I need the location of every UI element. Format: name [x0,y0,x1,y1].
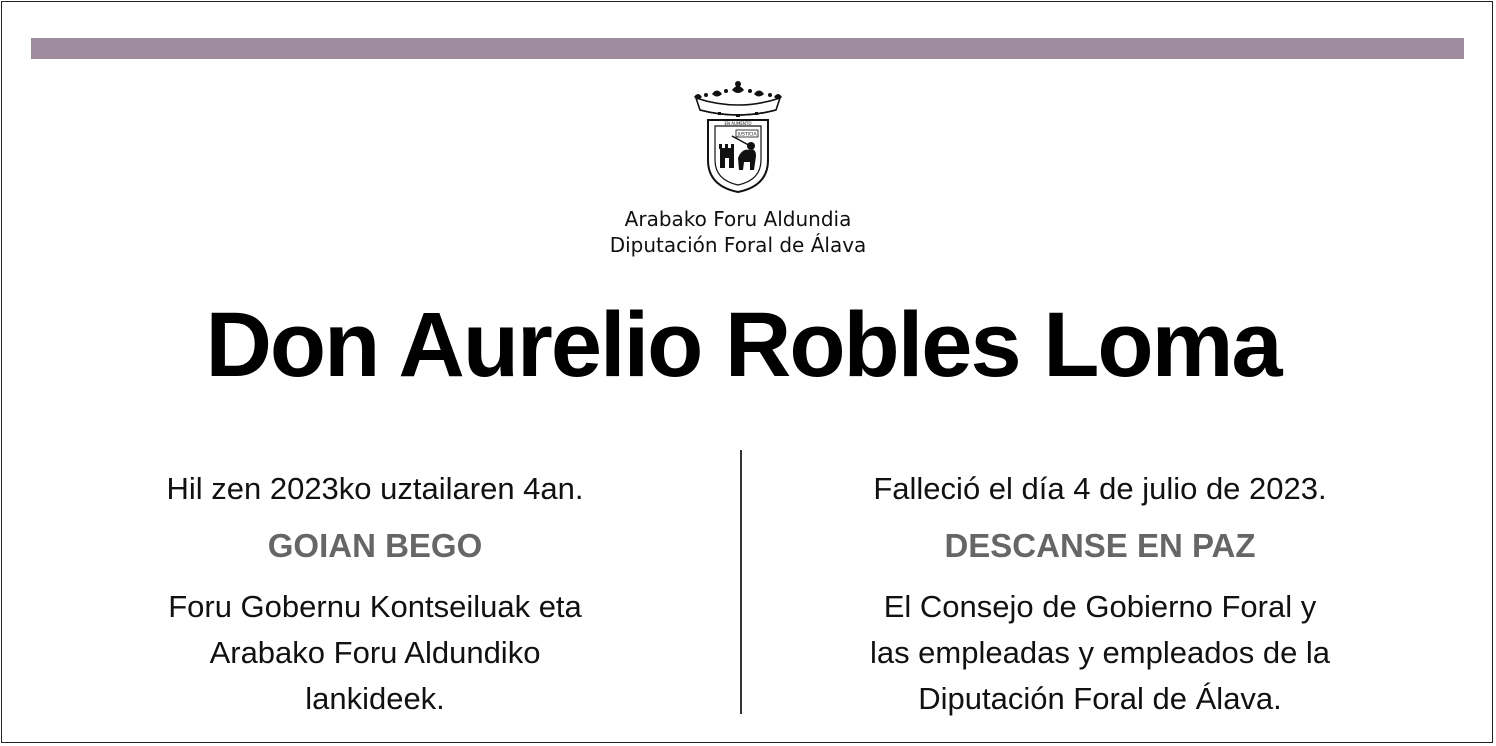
signer-line: las empleadas y empleados de la [869,635,1331,670]
deceased-name: Don Aurelio Robles Loma [205,294,1281,396]
signer-line: El Consejo de Gobierno Foral y [883,589,1317,624]
signers-basque [75,584,675,722]
rest-phrase-spanish: DESCANSE EN PAZ [944,527,1256,564]
organization-names [0,206,1476,258]
rest-phrase-basque: GOIAN BEGO [267,527,483,564]
basque-column [75,466,675,722]
top-color-band [31,38,1464,59]
organization-name-spanish: Diputación Foral de Álava [609,233,867,257]
spanish-column [800,466,1400,722]
death-date-basque: Hil zen 2023ko uztailaren 4an. [166,471,584,506]
signer-line: lankideek. [305,681,445,716]
coat-of-arms-icon [688,78,788,194]
signer-line: Arabako Foru Aldundiko [209,635,541,670]
svg-text:JUSTICIA: JUSTICIA [737,132,757,138]
column-divider [740,450,742,714]
signer-line: Foru Gobernu Kontseiluak eta [168,589,582,624]
signers-spanish [800,584,1400,722]
svg-text:EN AUMENTO: EN AUMENTO [724,121,752,126]
death-date-spanish: Falleció el día 4 de julio de 2023. [873,471,1327,506]
signer-line: Diputación Foral de Álava. [918,681,1282,716]
organization-name-basque: Arabako Foru Aldundia [624,207,852,231]
